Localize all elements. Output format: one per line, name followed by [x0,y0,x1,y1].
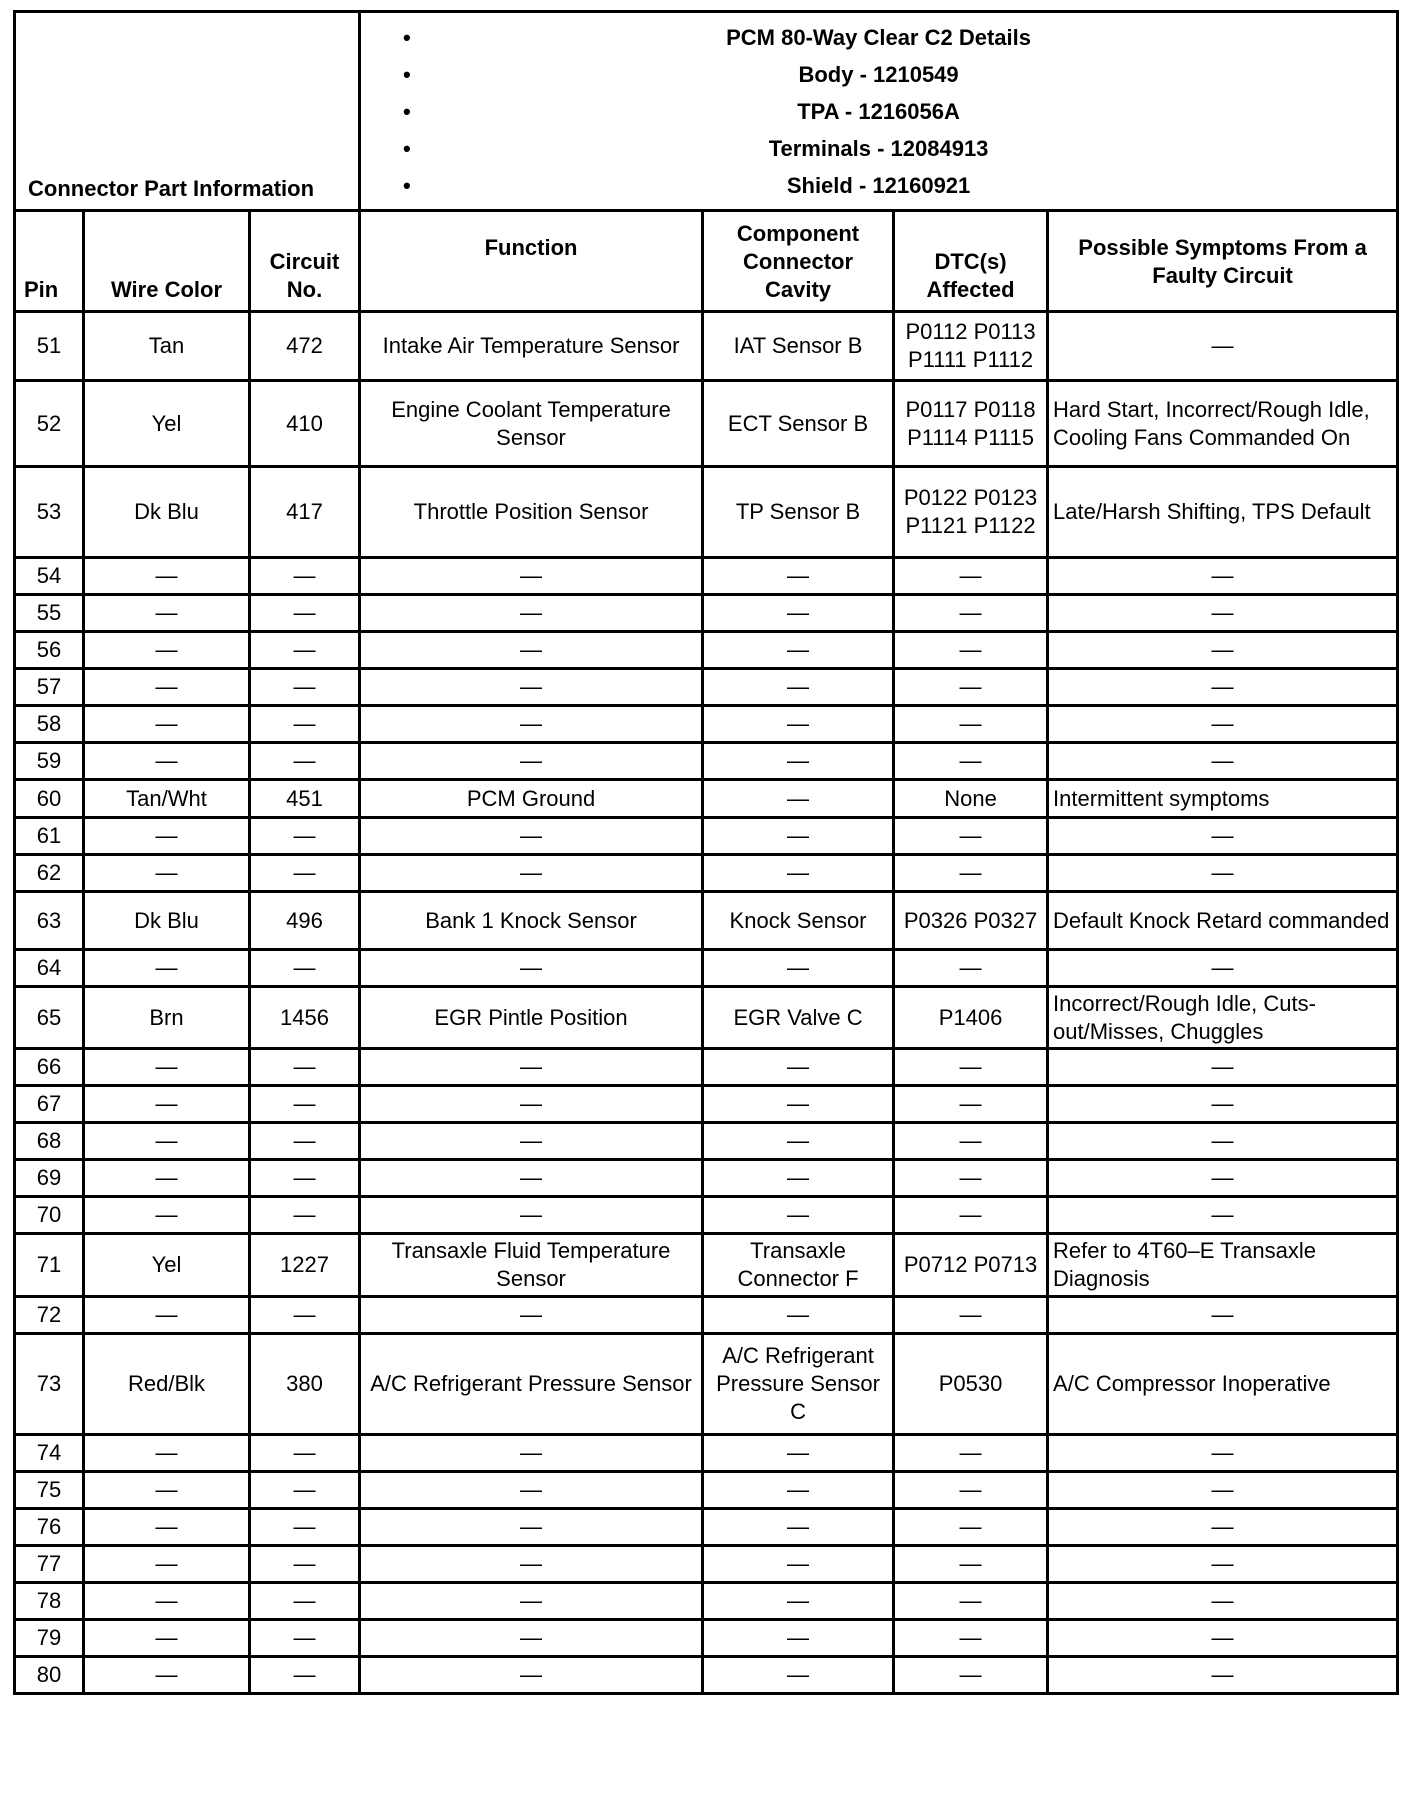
wire-color-cell: Tan [84,312,250,381]
connector-detail-text: Terminals - 12084913 [768,135,989,161]
circuit-no-cell: — [250,1160,360,1197]
circuit-no-cell: — [250,1049,360,1086]
dtc-cell: — [894,950,1048,987]
circuit-no-cell: 1456 [250,987,360,1049]
symptoms-cell: — [1048,818,1398,855]
symptoms-cell: Default Knock Retard commanded [1048,892,1398,950]
dtc-cell: — [894,558,1048,595]
table-row [15,558,1398,595]
function-cell: — [360,1509,703,1546]
connector-part-info-label: Connector Part Information [15,12,360,211]
symptoms-cell: — [1048,1049,1398,1086]
cavity-cell: — [703,950,894,987]
symptoms-cell: — [1048,1546,1398,1583]
circuit-no-cell: 417 [250,467,360,558]
table-row [15,855,1398,892]
symptoms-cell: — [1048,1509,1398,1546]
pin-cell: 75 [15,1472,84,1509]
circuit-no-cell: — [250,1509,360,1546]
table-row [15,1583,1398,1620]
pin-cell: 55 [15,595,84,632]
cavity-cell: TP Sensor B [703,467,894,558]
table-row [15,1657,1398,1694]
cavity-cell: EGR Valve C [703,987,894,1049]
wire-color-cell: — [84,1472,250,1509]
cavity-cell: — [703,1049,894,1086]
dtc-cell: P0326 P0327 [894,892,1048,950]
function-cell: — [360,558,703,595]
circuit-no-cell: — [250,1620,360,1657]
column-header-function: Function [360,211,703,312]
wire-color-cell: Red/Blk [84,1334,250,1435]
connector-detail-text: PCM 80-Way Clear C2 Details [726,24,1031,50]
symptoms-cell: — [1048,558,1398,595]
function-cell: — [360,1620,703,1657]
connector-detail-item [361,167,1396,204]
dtc-cell: — [894,743,1048,780]
circuit-no-cell: 1227 [250,1234,360,1297]
table-row [15,669,1398,706]
dtc-cell: — [894,818,1048,855]
wire-color-cell: — [84,595,250,632]
pin-cell: 79 [15,1620,84,1657]
symptoms-cell: — [1048,1197,1398,1234]
table-row [15,1435,1398,1472]
wire-color-cell: — [84,706,250,743]
bullet-icon: • [403,172,411,198]
circuit-no-cell: — [250,950,360,987]
pin-cell: 62 [15,855,84,892]
symptoms-cell: — [1048,1657,1398,1694]
wire-color-cell: — [84,1123,250,1160]
table-row [15,1049,1398,1086]
pin-cell: 61 [15,818,84,855]
function-cell: A/C Refrigerant Pressure Sensor [360,1334,703,1435]
dtc-cell: P0712 P0713 [894,1234,1048,1297]
dtc-cell: P0530 [894,1334,1048,1435]
circuit-no-cell: — [250,1472,360,1509]
bullet-icon: • [403,98,411,124]
wire-color-cell: — [84,855,250,892]
table-row [15,1546,1398,1583]
wire-color-cell: — [84,1049,250,1086]
wire-color-cell: Yel [84,1234,250,1297]
table-row [15,892,1398,950]
function-cell: — [360,1160,703,1197]
symptoms-cell: — [1048,950,1398,987]
dtc-cell: None [894,780,1048,818]
wire-color-cell: — [84,1546,250,1583]
table-row [15,1086,1398,1123]
pin-cell: 57 [15,669,84,706]
dtc-cell: P0117 P0118 P1114 P1115 [894,381,1048,467]
circuit-no-cell: — [250,818,360,855]
cavity-cell: — [703,1657,894,1694]
symptoms-cell: — [1048,632,1398,669]
cavity-cell: — [703,1435,894,1472]
circuit-no-cell: — [250,1657,360,1694]
cavity-cell: — [703,743,894,780]
pin-cell: 80 [15,1657,84,1694]
dtc-cell: — [894,1435,1048,1472]
connector-info-row [15,12,1398,211]
wire-color-cell: — [84,1435,250,1472]
function-cell: — [360,950,703,987]
function-cell: — [360,1435,703,1472]
cavity-cell: — [703,595,894,632]
dtc-cell: — [894,595,1048,632]
function-cell: — [360,595,703,632]
symptoms-cell: — [1048,855,1398,892]
dtc-cell: P1406 [894,987,1048,1049]
symptoms-cell: Hard Start, Incorrect/Rough Idle, Cooling Fans Commanded On [1048,381,1398,467]
connector-detail-item [361,130,1396,167]
dtc-cell: — [894,1509,1048,1546]
table-row [15,706,1398,743]
column-header-circuit-no: Circuit No. [250,211,360,312]
cavity-cell: — [703,1160,894,1197]
cavity-cell: Transaxle Connector F [703,1234,894,1297]
function-cell: — [360,855,703,892]
wire-color-cell: — [84,1086,250,1123]
wire-color-cell: — [84,1160,250,1197]
function-cell: Engine Coolant Temperature Sensor [360,381,703,467]
symptoms-cell: — [1048,1583,1398,1620]
bullet-icon: • [403,24,411,50]
cavity-cell: — [703,1197,894,1234]
symptoms-cell: Intermittent symptoms [1048,780,1398,818]
table-row [15,818,1398,855]
function-cell: — [360,1086,703,1123]
cavity-cell: IAT Sensor B [703,312,894,381]
wire-color-cell: — [84,1197,250,1234]
column-header-dtc: DTC(s) Affected [894,211,1048,312]
connector-details-cell [360,12,1398,211]
connector-detail-item [361,56,1396,93]
cavity-cell: — [703,706,894,743]
table-row [15,1620,1398,1657]
dtc-cell: — [894,1546,1048,1583]
cavity-cell: — [703,855,894,892]
connector-detail-text: TPA - 1216056A [797,98,960,124]
symptoms-cell: — [1048,1086,1398,1123]
pin-cell: 69 [15,1160,84,1197]
pin-cell: 77 [15,1546,84,1583]
symptoms-cell: — [1048,1472,1398,1509]
pin-cell: 53 [15,467,84,558]
bullet-icon: • [403,135,411,161]
symptoms-cell: Incorrect/Rough Idle, Cuts-out/Misses, Chuggles [1048,987,1398,1049]
column-header-wire-color: Wire Color [84,211,250,312]
symptoms-cell: — [1048,1297,1398,1334]
cavity-cell: — [703,1472,894,1509]
circuit-no-cell: — [250,1297,360,1334]
cavity-cell: — [703,1620,894,1657]
dtc-cell: — [894,1086,1048,1123]
symptoms-cell: — [1048,595,1398,632]
table-row [15,1297,1398,1334]
symptoms-cell: Late/Harsh Shifting, TPS Default [1048,467,1398,558]
circuit-no-cell: — [250,595,360,632]
wire-color-cell: — [84,632,250,669]
pin-cell: 72 [15,1297,84,1334]
wire-color-cell: — [84,1620,250,1657]
pin-cell: 64 [15,950,84,987]
wire-color-cell: — [84,558,250,595]
dtc-cell: — [894,1657,1048,1694]
circuit-no-cell: 472 [250,312,360,381]
wire-color-cell: — [84,669,250,706]
cavity-cell: — [703,1546,894,1583]
dtc-cell: P0122 P0123 P1121 P1122 [894,467,1048,558]
function-cell: Throttle Position Sensor [360,467,703,558]
table-row [15,1160,1398,1197]
circuit-no-cell: — [250,558,360,595]
pin-cell: 65 [15,987,84,1049]
circuit-no-cell: 496 [250,892,360,950]
pin-cell: 66 [15,1049,84,1086]
pin-cell: 67 [15,1086,84,1123]
dtc-cell: — [894,1583,1048,1620]
wire-color-cell: — [84,1509,250,1546]
function-cell: EGR Pintle Position [360,987,703,1049]
dtc-cell: — [894,1160,1048,1197]
wire-color-cell: — [84,950,250,987]
dtc-cell: — [894,1620,1048,1657]
symptoms-cell: — [1048,669,1398,706]
column-header-pin: Pin [15,211,84,312]
table-row [15,595,1398,632]
circuit-no-cell: 451 [250,780,360,818]
pin-cell: 59 [15,743,84,780]
cavity-cell: — [703,780,894,818]
connector-table-sheet [13,10,1396,1695]
cavity-cell: — [703,818,894,855]
cavity-cell: — [703,1123,894,1160]
wire-color-cell: Dk Blu [84,467,250,558]
dtc-cell: — [894,855,1048,892]
symptoms-cell: Refer to 4T60–E Transaxle Diagnosis [1048,1234,1398,1297]
wire-color-cell: Dk Blu [84,892,250,950]
pin-cell: 68 [15,1123,84,1160]
table-row [15,1123,1398,1160]
table-row [15,987,1398,1049]
pin-cell: 51 [15,312,84,381]
cavity-cell: — [703,558,894,595]
circuit-no-cell: — [250,669,360,706]
pin-cell: 76 [15,1509,84,1546]
column-header-cavity: Component Connector Cavity [703,211,894,312]
circuit-no-cell: 380 [250,1334,360,1435]
circuit-no-cell: — [250,1435,360,1472]
column-header-symptoms: Possible Symptoms From a Faulty Circuit [1048,211,1398,312]
bullet-icon: • [403,61,411,87]
column-header-row [15,211,1398,312]
function-cell: — [360,706,703,743]
function-cell: — [360,1049,703,1086]
wire-color-cell: — [84,1657,250,1694]
cavity-cell: — [703,632,894,669]
table-row [15,312,1398,381]
table-row [15,467,1398,558]
connector-detail-item [361,19,1396,56]
function-cell: — [360,1546,703,1583]
pin-cell: 58 [15,706,84,743]
wire-color-cell: Tan/Wht [84,780,250,818]
cavity-cell: — [703,669,894,706]
cavity-cell: — [703,1509,894,1546]
function-cell: Intake Air Temperature Sensor [360,312,703,381]
function-cell: — [360,818,703,855]
pin-cell: 54 [15,558,84,595]
function-cell: Transaxle Fluid Temperature Sensor [360,1234,703,1297]
wire-color-cell: — [84,1583,250,1620]
cavity-cell: A/C Refrigerant Pressure Sensor C [703,1334,894,1435]
circuit-no-cell: — [250,1086,360,1123]
circuit-no-cell: — [250,632,360,669]
circuit-no-cell: — [250,743,360,780]
table-row [15,1509,1398,1546]
function-cell: — [360,1197,703,1234]
dtc-cell: — [894,1049,1048,1086]
symptoms-cell: — [1048,743,1398,780]
function-cell: — [360,1297,703,1334]
connector-detail-text: Body - 1210549 [798,61,959,87]
connector-details-list [361,15,1396,208]
circuit-no-cell: — [250,1583,360,1620]
dtc-cell: — [894,706,1048,743]
table-row [15,743,1398,780]
pin-cell: 71 [15,1234,84,1297]
circuit-no-cell: — [250,855,360,892]
connector-pinout-table [13,10,1399,1695]
symptoms-cell: — [1048,1160,1398,1197]
circuit-no-cell: 410 [250,381,360,467]
pin-cell: 63 [15,892,84,950]
dtc-cell: — [894,1123,1048,1160]
table-row [15,950,1398,987]
pin-cell: 70 [15,1197,84,1234]
circuit-no-cell: — [250,1546,360,1583]
table-row [15,632,1398,669]
cavity-cell: Knock Sensor [703,892,894,950]
circuit-no-cell: — [250,1197,360,1234]
pin-cell: 74 [15,1435,84,1472]
function-cell: PCM Ground [360,780,703,818]
circuit-no-cell: — [250,706,360,743]
connector-detail-item [361,93,1396,130]
symptoms-cell: — [1048,1620,1398,1657]
symptoms-cell: — [1048,706,1398,743]
dtc-cell: — [894,669,1048,706]
function-cell: Bank 1 Knock Sensor [360,892,703,950]
dtc-cell: — [894,1472,1048,1509]
table-row [15,1234,1398,1297]
function-cell: — [360,1123,703,1160]
cavity-cell: — [703,1583,894,1620]
function-cell: — [360,1583,703,1620]
dtc-cell: — [894,632,1048,669]
pin-cell: 78 [15,1583,84,1620]
table-row [15,1334,1398,1435]
function-cell: — [360,743,703,780]
pin-cell: 52 [15,381,84,467]
table-row [15,1197,1398,1234]
table-row [15,381,1398,467]
connector-detail-text: Shield - 12160921 [786,172,971,198]
table-row [15,780,1398,818]
circuit-no-cell: — [250,1123,360,1160]
wire-color-cell: — [84,818,250,855]
wire-color-cell: Brn [84,987,250,1049]
pin-cell: 60 [15,780,84,818]
function-cell: — [360,632,703,669]
dtc-cell: — [894,1297,1048,1334]
cavity-cell: ECT Sensor B [703,381,894,467]
symptoms-cell: — [1048,1123,1398,1160]
function-cell: — [360,1657,703,1694]
dtc-cell: P0112 P0113 P1111 P1112 [894,312,1048,381]
dtc-cell: — [894,1197,1048,1234]
wire-color-cell: — [84,743,250,780]
symptoms-cell: — [1048,1435,1398,1472]
pin-cell: 56 [15,632,84,669]
symptoms-cell: — [1048,312,1398,381]
wire-color-cell: Yel [84,381,250,467]
cavity-cell: — [703,1297,894,1334]
symptoms-cell: A/C Compressor Inoperative [1048,1334,1398,1435]
pin-cell: 73 [15,1334,84,1435]
function-cell: — [360,1472,703,1509]
table-row [15,1472,1398,1509]
wire-color-cell: — [84,1297,250,1334]
cavity-cell: — [703,1086,894,1123]
function-cell: — [360,669,703,706]
